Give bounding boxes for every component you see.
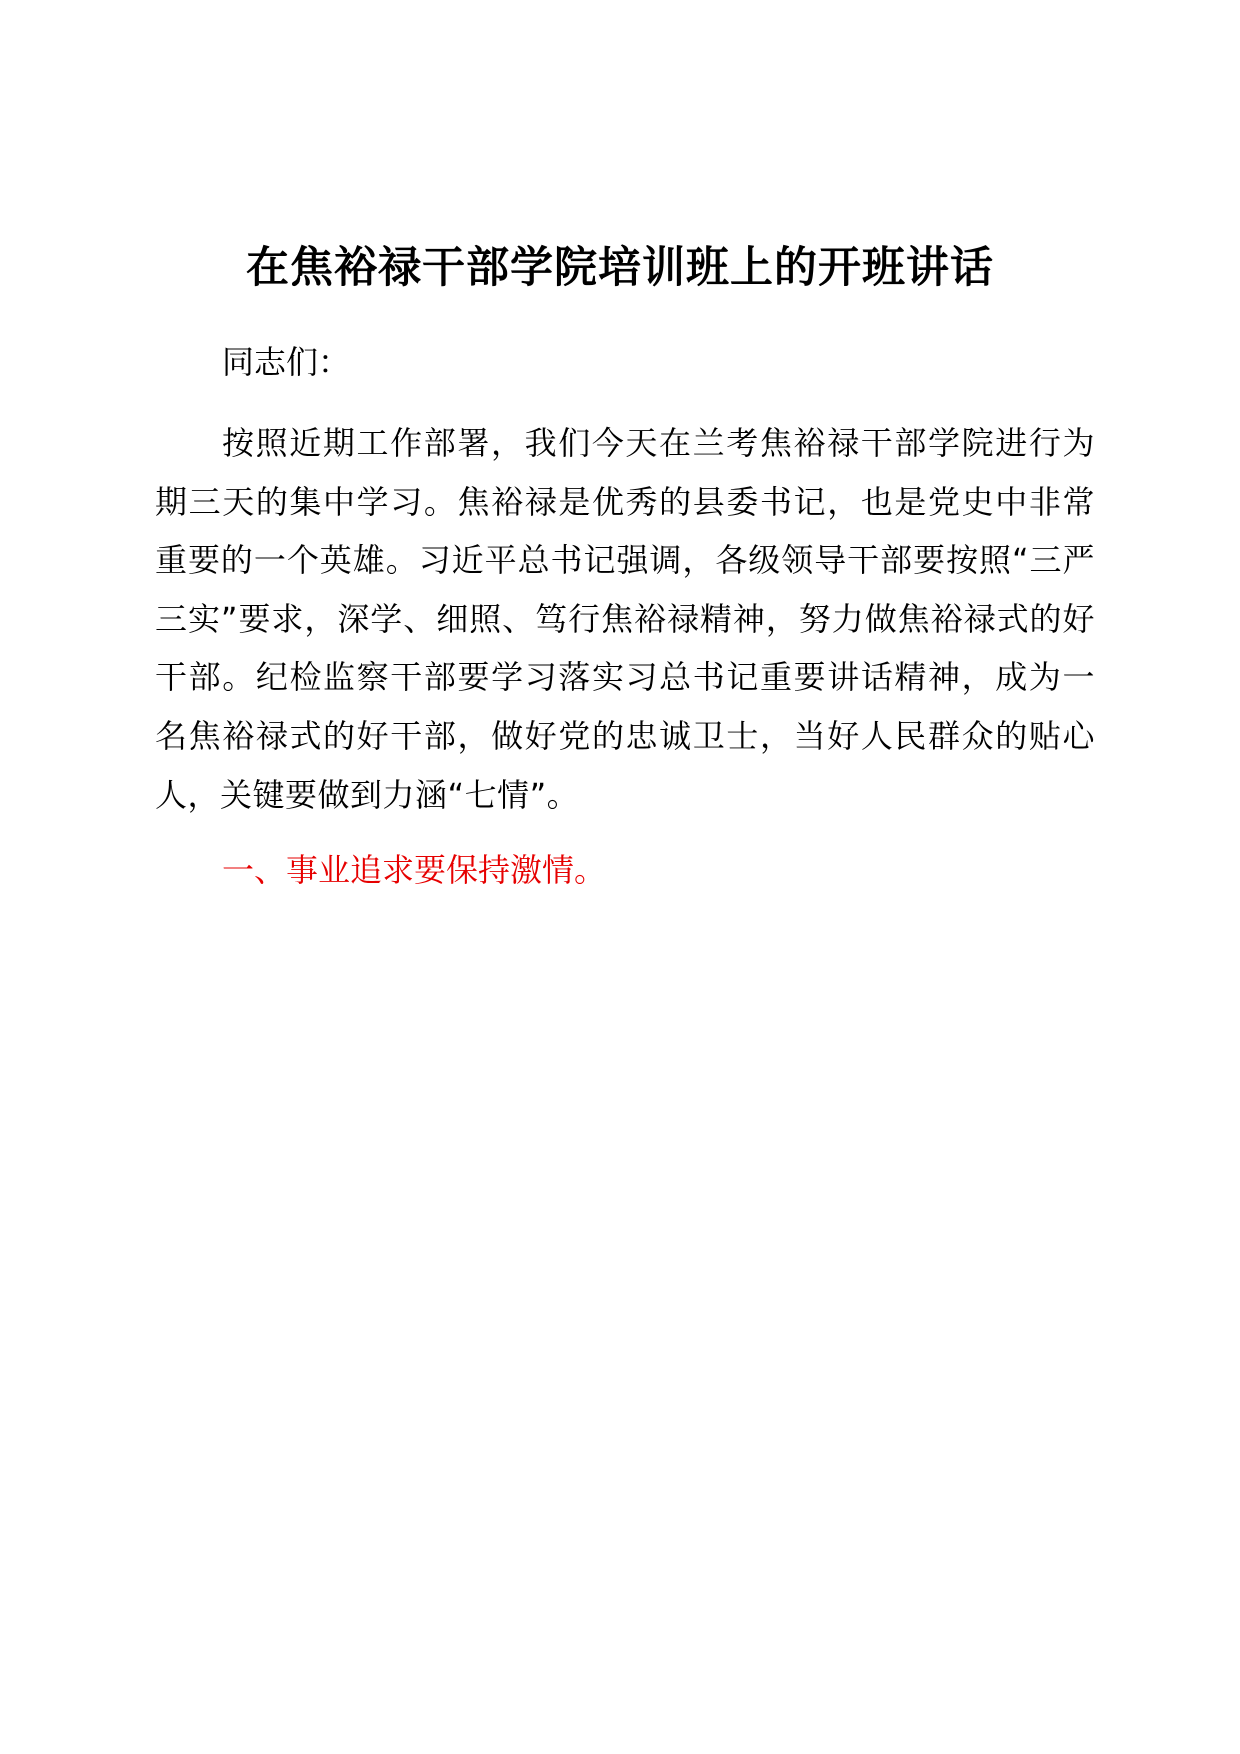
document-title: 在焦裕禄干部学院培训班上的开班讲话 bbox=[246, 243, 994, 293]
body-paragraph: 按照近期工作部署，我们今天在兰考焦裕禄干部学院进行为期三天的集中学习。焦裕禄是优秀的县委书记，也是党史中非常重要的一个英雄。习近平总书记强调，各级领导干部要按照“三严三实”要求，深学、细照、笃行焦裕禄精神，努力做焦裕禄式的好干部。纪检监察干部要学习落实习总书记重要讲话精神，成为一名焦裕禄式的好干部，做好党的忠诚卫士，当好人民群众的贴心人，关键要做到力涵“七情”。 bbox=[155, 424, 1095, 814]
section-heading: 一、事业追求要保持激情。 bbox=[222, 851, 607, 889]
salutation: 同志们： bbox=[222, 343, 351, 381]
